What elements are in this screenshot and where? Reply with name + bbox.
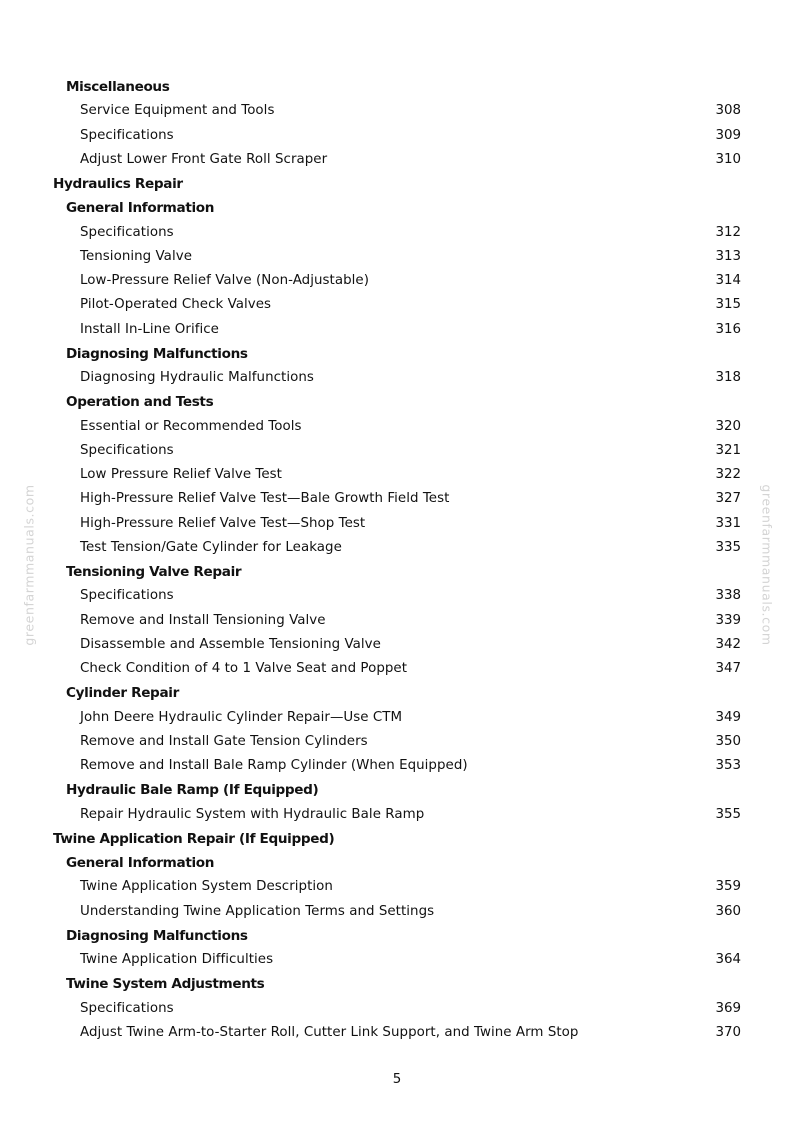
toc-entry-page: 327 [715,491,741,507]
toc-entry-title: Adjust Lower Front Gate Roll Scraper [80,151,328,167]
toc-entry-page: 322 [715,467,741,482]
toc-entry-title: General Information [66,200,215,217]
toc-entry-title: Miscellaneous [66,79,170,95]
toc-entry [0,730,794,754]
toc-entry-title: High-Pressure Relief Valve Test—Shop Test [80,515,366,531]
toc-entry-page: 350 [715,733,741,749]
watermark-left: greenfarmmanuals.com [21,484,37,646]
toc-entry-page: 308 [715,103,741,119]
toc-entry-page: 312 [715,224,741,240]
toc-entry [0,415,794,439]
toc-entry-page: 335 [715,539,741,555]
toc-entry-title: Diagnosing Malfunctions [66,345,248,362]
toc-entry [0,148,794,172]
toc-entry-title: Install In-Line Orifice [80,321,219,337]
toc-entry-title: Adjust Twine Arm-to-Starter Roll, Cutter Link Support, and Twine Arm Stop [80,1024,579,1040]
toc-entry-title: Specifications [80,1000,174,1016]
toc-entry-page: 309 [715,127,741,143]
toc-entry-title: Twine System Adjustments [66,976,265,993]
toc-entry [0,875,794,899]
toc-entry [0,124,794,148]
toc-entry [0,221,794,245]
toc-entry-page: 359 [715,879,741,895]
toc-entry-page: 347 [715,661,741,676]
toc-entry [0,584,794,608]
toc-entry-title: High-Pressure Relief Valve Test—Bale Growth Field Test [80,491,450,507]
toc-entry-page: 316 [715,321,741,337]
toc-entry-title: Diagnosing Hydraulic Malfunctions [80,370,314,385]
toc-entry-title: Service Equipment and Tools [80,103,275,119]
toc-entry-page: 310 [715,151,741,167]
toc-entry [0,754,794,778]
toc-entry-page: 313 [715,248,741,264]
toc-entry-title: Disassemble and Assemble Tensioning Valve [80,636,381,652]
toc-entry-title: Check Condition of 4 to 1 Valve Seat and Poppet [80,661,408,676]
toc-subsection-heading [0,75,794,99]
toc-entry-page: 342 [715,636,741,652]
table-of-contents [0,75,794,1045]
toc-entry-title: Operation and Tests [66,394,214,411]
toc-subsection-heading [0,342,794,366]
toc-entry-page: 318 [715,370,741,385]
toc-entry-page: 321 [715,442,741,458]
toc-entry-page: 338 [715,588,741,604]
toc-section-heading [0,827,794,851]
toc-entry [0,609,794,633]
toc-entry-title: General Information [66,855,215,871]
toc-entry-page: 364 [715,952,741,967]
toc-entry-title: Hydraulic Bale Ramp (If Equipped) [66,782,319,799]
toc-entry-page: 339 [715,612,741,628]
toc-entry [0,463,794,487]
toc-subsection-heading [0,390,794,414]
toc-entry-page: 369 [715,1000,741,1016]
toc-entry [0,512,794,536]
toc-entry [0,657,794,681]
toc-entry-title: John Deere Hydraulic Cylinder Repair—Use CTM [80,709,403,725]
toc-entry-title: Tensioning Valve Repair [66,564,242,580]
watermark-right: greenfarmmanuals.com [759,484,775,646]
toc-entry-title: Twine Application System Description [80,879,333,895]
toc-entry-title: Repair Hydraulic System with Hydraulic Bale Ramp [80,806,425,822]
toc-entry-title: Hydraulics Repair [53,176,183,192]
toc-entry [0,439,794,463]
toc-entry-title: Remove and Install Gate Tension Cylinders [80,733,368,749]
toc-entry-page: 331 [715,515,741,531]
toc-entry-page: 320 [715,418,741,434]
toc-entry-title: Remove and Install Bale Ramp Cylinder (When Equipped) [80,758,468,773]
toc-entry [0,269,794,293]
toc-entry-page: 315 [715,297,741,313]
toc-entry [0,366,794,390]
toc-entry-page: 355 [715,806,741,822]
toc-entry-title: Twine Application Difficulties [80,952,274,967]
toc-entry-page: 349 [715,709,741,725]
toc-entry-title: Remove and Install Tensioning Valve [80,612,326,628]
toc-entry-title: Specifications [80,224,174,240]
toc-entry-title: Understanding Twine Application Terms and Settings [80,903,435,919]
toc-entry [0,293,794,317]
toc-entry [0,803,794,827]
toc-entry-title: Specifications [80,127,174,143]
toc-entry-title: Low Pressure Relief Valve Test [80,467,282,482]
toc-entry [0,487,794,511]
toc-entry [0,948,794,972]
toc-entry-title: Diagnosing Malfunctions [66,927,248,944]
toc-entry [0,245,794,269]
toc-entry-page: 370 [715,1024,741,1040]
toc-entry-title: Twine Application Repair (If Equipped) [53,830,335,847]
toc-entry [0,536,794,560]
toc-entry-title: Low-Pressure Relief Valve (Non-Adjustable) [80,273,369,288]
toc-subsection-heading [0,196,794,220]
toc-entry-title: Tensioning Valve [80,248,192,264]
toc-entry [0,1021,794,1045]
toc-subsection-heading [0,972,794,996]
toc-entry-title: Test Tension/Gate Cylinder for Leakage [80,539,342,555]
toc-entry [0,900,794,924]
toc-entry-page: 353 [715,758,741,773]
toc-entry [0,706,794,730]
page-number: 5 [392,1072,402,1087]
toc-subsection-heading [0,681,794,705]
toc-entry-title: Essential or Recommended Tools [80,418,302,434]
toc-entry-title: Specifications [80,442,174,458]
toc-subsection-heading [0,778,794,802]
toc-entry [0,99,794,123]
toc-subsection-heading [0,924,794,948]
toc-entry [0,633,794,657]
toc-entry-page: 314 [715,273,741,288]
toc-entry-title: Pilot-Operated Check Valves [80,297,272,313]
toc-subsection-heading [0,560,794,584]
toc-entry [0,997,794,1021]
toc-entry [0,318,794,342]
toc-subsection-heading [0,851,794,875]
toc-entry-page: 360 [715,903,741,919]
toc-section-heading [0,172,794,196]
toc-entry-title: Cylinder Repair [66,685,179,702]
toc-entry-title: Specifications [80,588,174,604]
